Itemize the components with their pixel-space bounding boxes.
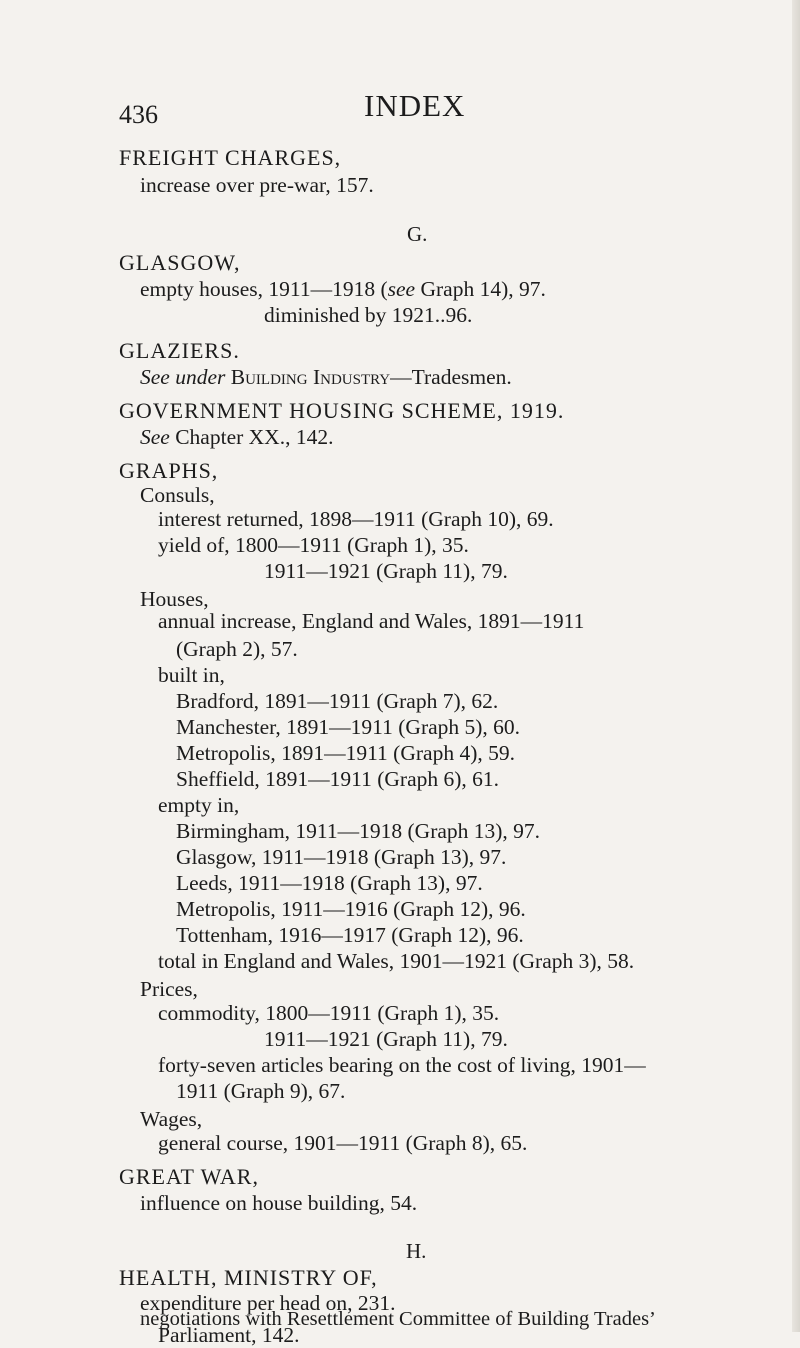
subentry-heading: Wages, (140, 1107, 203, 1131)
entry-line: increase over pre-war, 157. (140, 173, 374, 197)
entry-line: general course, 1901—1911 (Graph 8), 65. (158, 1131, 528, 1155)
entry-heading-great-war: GREAT WAR, (119, 1164, 259, 1189)
page-number: 436 (119, 100, 158, 129)
subentry-heading: Consuls, (140, 483, 215, 507)
entry-line: Metropolis, 1891—1911 (Graph 4), 59. (176, 741, 515, 765)
entry-heading-health: HEALTH, MINISTRY OF, (119, 1265, 378, 1290)
entry-line: Glasgow, 1911—1918 (Graph 13), 97. (176, 845, 507, 869)
entry-line: forty-seven articles bearing on the cost of living, 1901— (158, 1053, 646, 1077)
entry-line: 1911 (Graph 9), 67. (176, 1079, 346, 1103)
entry-line: Sheffield, 1891—1911 (Graph 6), 61. (176, 767, 500, 791)
section-letter-h: H. (406, 1239, 427, 1263)
entry-line: See under Building Industry—Tradesmen. (140, 365, 512, 389)
subentry-heading: empty in, (158, 793, 240, 817)
entry-line: expenditure per head on, 231. (140, 1291, 396, 1315)
entry-line: diminished by 1921..96. (264, 303, 473, 327)
entry-heading-glasgow: GLASGOW, (119, 250, 241, 275)
page-title: INDEX (364, 88, 466, 123)
entry-line: Metropolis, 1911—1916 (Graph 12), 96. (176, 897, 526, 921)
entry-line: Birmingham, 1911—1918 (Graph 13), 97. (176, 819, 541, 843)
entry-line: commodity, 1800—1911 (Graph 1), 35. (158, 1001, 500, 1025)
entry-line: interest returned, 1898—1911 (Graph 10), 69. (158, 507, 554, 531)
entry-line: Leeds, 1911—1918 (Graph 13), 97. (176, 871, 483, 895)
entry-heading-graphs: GRAPHS, (119, 458, 219, 483)
entry-line: Parliament, 142. (158, 1323, 300, 1347)
subentry-heading: built in, (158, 663, 225, 687)
entry-line: 1911—1921 (Graph 11), 79. (264, 1027, 508, 1051)
entry-line: See Chapter XX., 142. (140, 425, 334, 449)
entry-line: Bradford, 1891—1911 (Graph 7), 62. (176, 689, 499, 713)
entry-line: empty houses, 1911—1918 (see Graph 14), 97. (140, 277, 546, 301)
entry-line: annual increase, England and Wales, 1891—1911 (158, 609, 585, 633)
entry-line: Manchester, 1891—1911 (Graph 5), 60. (176, 715, 521, 739)
entry-line: Tottenham, 1916—1917 (Graph 12), 96. (176, 923, 524, 947)
subentry-heading: Houses, (140, 587, 209, 611)
entry-line: total in England and Wales, 1901—1921 (Graph 3), 58. (158, 949, 635, 973)
subentry-heading: Prices, (140, 977, 198, 1001)
entry-line: 1911—1921 (Graph 11), 79. (264, 559, 508, 583)
entry-heading-freight: FREIGHT CHARGES, (119, 145, 342, 170)
entry-line: negotiations with Resettlement Committee of Building Trades’ (140, 1308, 656, 1330)
entry-heading-government: GOVERNMENT HOUSING SCHEME, 1919. (119, 398, 565, 423)
entry-line: influence on house building, 54. (140, 1191, 418, 1215)
page-edge (792, 0, 800, 1332)
entry-line: (Graph 2), 57. (176, 637, 298, 661)
section-letter-g: G. (407, 222, 428, 246)
entry-heading-glaziers: GLAZIERS. (119, 338, 240, 363)
entry-line: yield of, 1800—1911 (Graph 1), 35. (158, 533, 469, 557)
